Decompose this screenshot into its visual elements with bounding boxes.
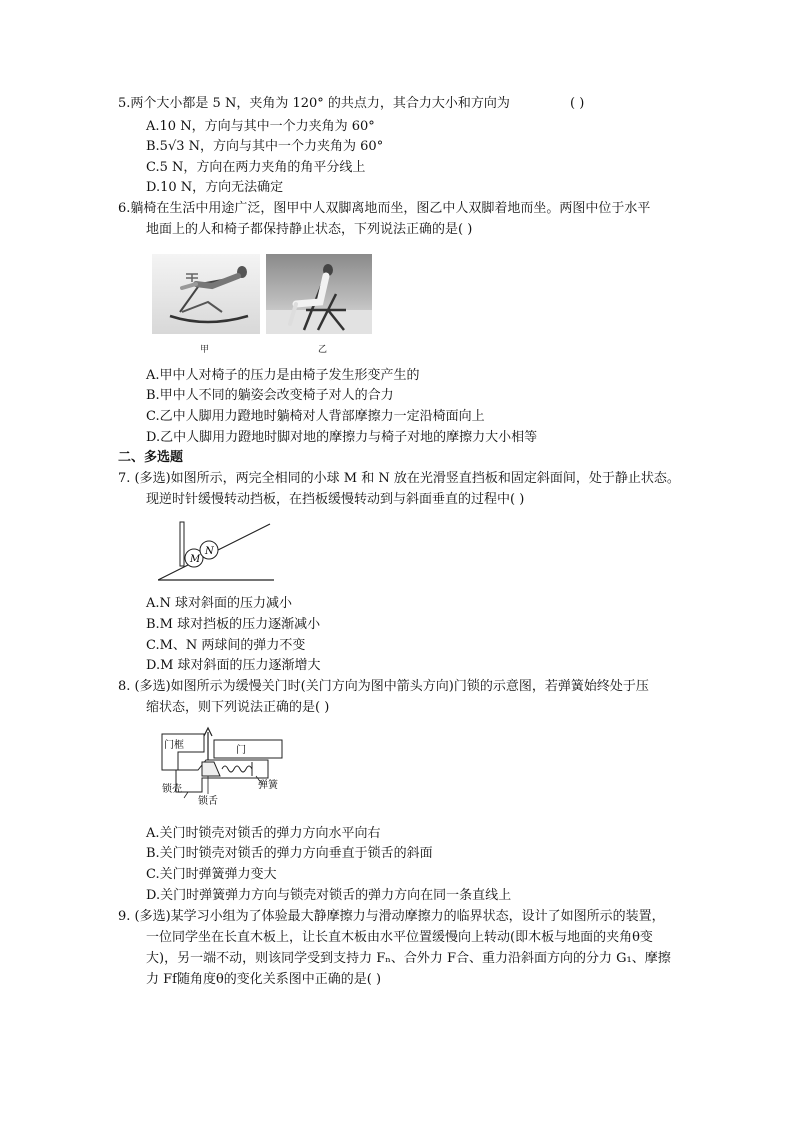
q5-option-c: C.5 N，方向在两力夹角的角平分线上 (146, 160, 366, 175)
q6-figure-jia (152, 254, 260, 334)
label-door-frame: 门框 (164, 740, 184, 751)
q7-option-b: B.M 球对挡板的压力逐渐减小 (146, 617, 321, 632)
q6-figure-yi (266, 254, 372, 334)
q8-option-b: B.关门时锁壳对锁舌的弹力方向垂直于锁舌的斜面 (146, 846, 433, 861)
q9-stem-line2: 一位同学坐在长直木板上，让长直木板由水平位置缓慢向上转动(即木板与地面的夹角θ变 (146, 930, 653, 945)
q6-option-a: A.甲中人对椅子的压力是由椅子发生形变产生的 (146, 368, 420, 383)
ball-n-label: N (205, 546, 214, 557)
q7-option-d: D.M 球对斜面的压力逐渐增大 (146, 658, 321, 673)
q9-stem-line4: 力 Ff随角度θ的变化关系图中正确的是( ) (146, 972, 382, 987)
q6-figure-label-yi: 乙 (318, 345, 328, 355)
q5-stem-text: 5.两个大小都是 5 N，夹角为 120° 的共点力，其合力大小和方向为 (118, 96, 510, 111)
baffle (180, 522, 184, 566)
q9-stem-line3: 大)，另一端不动，则该同学受到支持力 Fₙ、合外力 F合、重力沿斜面方向的分力 G₁、摩擦 (146, 951, 671, 966)
q6-option-d: D.乙中人脚用力蹬地时脚对地的摩擦力与椅子对地的摩擦力大小相等 (146, 430, 538, 445)
q9-stem-line1: 9. (多选)某学习小组为了体验最大静摩擦力与滑动摩擦力的临界状态，设计了如图所示的装置， (118, 909, 665, 924)
q7-stem-line2: 现逆时针缓慢转动挡板，在挡板缓慢转动到与斜面垂直的过程中( ) (146, 492, 525, 507)
ball-m-label: M (190, 554, 201, 565)
q8-figure-door-lock (158, 726, 288, 806)
q7-figure-incline (158, 518, 274, 584)
q8-option-a: A.关门时锁壳对锁舌的弹力方向水平向右 (146, 826, 381, 841)
q5-option-a: A.10 N，方向与其中一个力夹角为 60° (146, 119, 375, 134)
q6-option-c: C.乙中人脚用力蹬地时躺椅对人背部摩擦力一定沿椅面向上 (146, 409, 485, 424)
q8-stem-line2: 缩状态，则下列说法正确的是( ) (146, 700, 330, 715)
q7-stem-line1: 7. (多选)如图所示，两完全相同的小球 M 和 N 放在光滑竖直挡板和固定斜面间，处于静止状态。 (118, 471, 680, 486)
q8-option-c: C.关门时弹簧弹力变大 (146, 867, 277, 882)
q5-stem (118, 94, 585, 114)
q8-option-d: D.关门时弹簧弹力方向与锁壳对锁舌的弹力方向在同一条直线上 (146, 888, 512, 903)
q7-option-c: C.M、N 两球间的弹力不变 (146, 638, 306, 653)
q6-figure-label-jia: 甲 (200, 345, 210, 355)
label-door: 门 (236, 745, 246, 756)
q7-option-a: A.N 球对斜面的压力减小 (146, 596, 293, 611)
label-spring: 弹簧 (258, 780, 278, 791)
q5-option-d: D.10 N，方向无法确定 (146, 180, 284, 195)
q5-option-b: B.5√3 N，方向与其中一个力夹角为 60° (146, 139, 384, 154)
section-heading-multiple-choice: 二、多选题 (118, 450, 184, 465)
label-lock-tongue: 锁舌 (198, 796, 218, 806)
q8-stem-line1: 8. (多选)如图所示为缓慢关门时(关门方向为图中箭头方向)门锁的示意图，若弹簧始终处于压 (118, 679, 649, 694)
q6-stem-line1: 6.躺椅在生活中用途广泛，图甲中人双脚离地而坐，图乙中人双脚着地而坐。两图中位于水平 (118, 201, 651, 216)
label-lock-shell: 锁壳 (162, 784, 182, 795)
q6-option-b: B.甲中人不同的躺姿会改变椅子对人的合力 (146, 388, 394, 403)
q5-answer-blank: ( ) (570, 96, 585, 111)
q6-stem-line2: 地面上的人和椅子都保持静止状态，下列说法正确的是( ) (146, 222, 473, 237)
